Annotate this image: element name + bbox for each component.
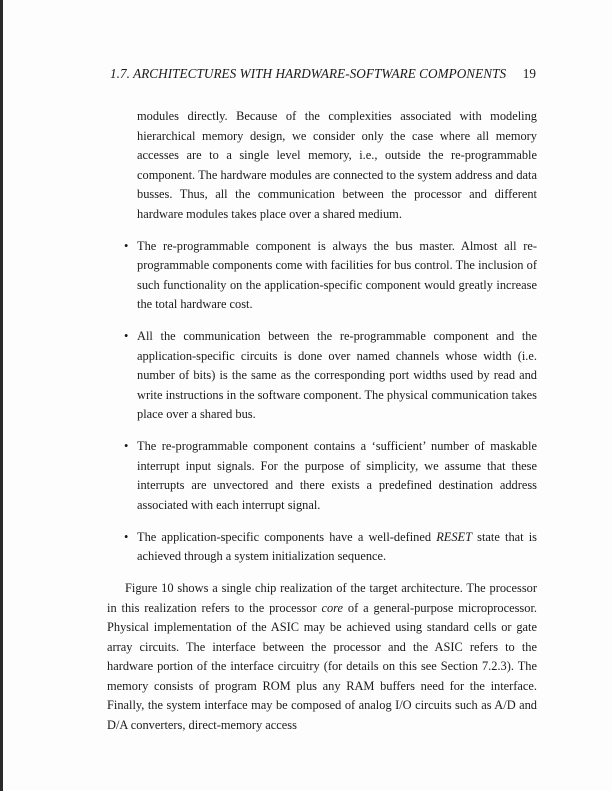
list-item (107, 437, 537, 515)
list-item-text: The re-programmable component is always the bus master. Almost all re-programmable components come with facilities for bus control. The inclusion of such functionality on the application-specific component would greatly increase the total hardware cost. (137, 238, 537, 311)
core-emphasis: core (321, 600, 344, 615)
page-body (107, 107, 537, 735)
section-title: 1.7. ARCHITECTURES WITH HARDWARE-SOFTWARE COMPONENTS (110, 66, 507, 81)
bullet-icon: • (124, 439, 129, 453)
paragraph-text-after: of a general-purpose microprocessor. Physical implementation of the ASIC may be achieved using standard cells or gate array circuits. The interface between the processor and the ASIC refers to the hardware portion of the interface circuitry (for details on this see Section 7.2.3). The memory consists of program ROM plus any RAM buffers need for the interface. Finally, the system interface may be composed of analog I/O circuits such as A/D and D/A converters, direct-memory access (107, 600, 537, 732)
paragraph-text-before: Figure 10 shows a single chip realization of the target architecture. The processor in this realization refers to the processor (107, 581, 537, 615)
list-item-text: The re-programmable component contains a ‘sufficient’ number of maskable interrupt input signals. For the purpose of simplicity, we assume that these interrupts are unvectored and there exists a predefined destination address associated with each interrupt signal. (137, 439, 537, 512)
reset-emphasis: RESET (436, 529, 473, 544)
scan-edge-border (0, 0, 3, 791)
figure-10-paragraph (107, 579, 537, 735)
list-item (107, 237, 537, 315)
list-item (107, 528, 537, 567)
bullet-icon: • (124, 529, 129, 544)
list-item-text-before: The application-specific components have a well-defined (137, 529, 437, 544)
list-item-text-after: state that is achieved through a system initialization sequence. (137, 529, 537, 563)
running-head (110, 66, 536, 86)
assumption-list (107, 237, 537, 567)
list-item-text: All the communication between the re-programmable component and the application-specific circuits is done over named channels whose width (i.e. number of bits) is the same as the corresponding port widths used by read and write instructions in the software component. The physical communication takes place over a shared bus. (137, 329, 537, 421)
bullet-icon: • (124, 329, 129, 343)
continuation-paragraph: modules directly. Because of the complexities associated with modeling hierarchical memory design, we consider only the case where all memory accesses are to a single level memory, i.e., outside the re-programmable component. The hardware modules are connected to the system address and data busses. Thus, all the communication between the processor and different hardware modules takes place over a shared medium. (137, 109, 537, 221)
page-number: 19 (522, 66, 536, 81)
bullet-icon: • (124, 238, 129, 253)
list-item (107, 327, 537, 425)
